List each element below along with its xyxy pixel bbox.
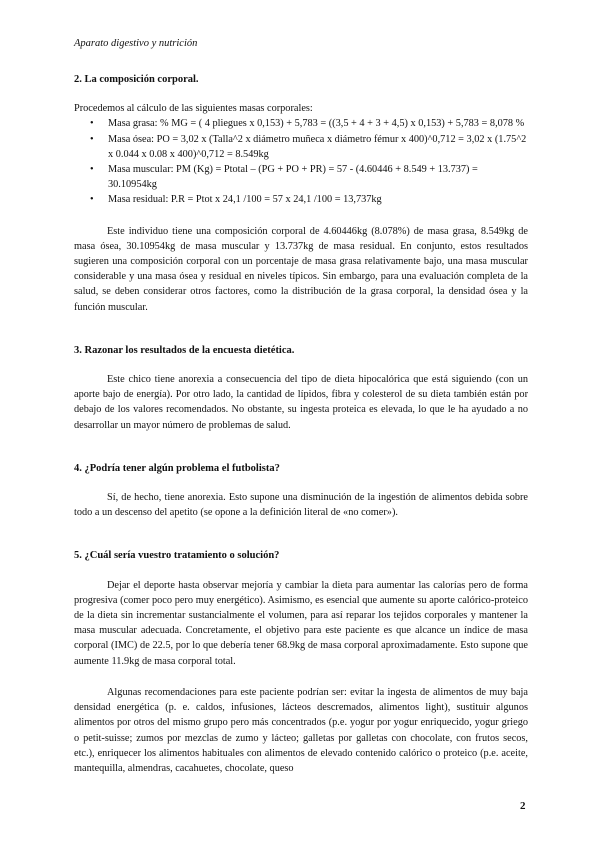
section-4-heading: 4. ¿Podría tener algún problema el futbolista? [74,462,280,474]
section-2-paragraph: Este individuo tiene una composición corporal de 4.60446kg (8.078%) de masa grasa, 8.549kg de masa ósea, 30.10954kg de masa muscular y 13.737kg de masa residual. En conjunto, estos resultados sugieren una composición corporal con un porcentaje de masa grasa relativamente bajo, una masa muscular considerable y una masa ósea y residual en niveles típicos. Sin embargo, para una evaluación completa de la salud, se deben considerar otros factores, como la distribución de la grasa corporal, la densidad ósea y la función muscular. [74,225,528,313]
section-4-paragraph: Sí, de hecho, tiene anorexia. Esto supone una disminución de la ingestión de alimentos debida sobre todo a un descenso del apetito (se opone a la definición literal de «no comer»). [74,492,528,519]
section-2-intro: Procedemos al cálculo de las siguientes masas corporales: [74,103,313,115]
list-item: • Masa ósea: PO = 3,02 x (Talla^2 x diámetro muñeca x diámetro fémur x 400)^0,712 = 3,02 x (1.75^2 x 0.044 x 0.08 x 400)^0,712 = 8.549kg [108,132,528,162]
section-3-paragraph: Este chico tiene anorexia a consecuencia del tipo de dieta hipocalórica que está siguiendo (con un aporte bajo de energía). Por otro lado, la cantidad de lípidos, fibra y colesterol de su dieta también están por debajo de los valores recomendados. No obstante, su ingesta proteica es elevada, lo que le ha ayudado a no desarrollar un mayor número de problemas de salud. [74,374,528,431]
page-content [74,72,528,776]
list-item: • Masa grasa: % MG = ( 4 pliegues x 0,153) + 5,783 = ((3,5 + 4 + 3 + 4,5) x 0,153) + 5,783 = 8,078 % [108,116,528,131]
body-masses-list [74,116,528,207]
section-5-heading: 5. ¿Cuál sería vuestro tratamiento o solución? [74,550,280,562]
list-item: • Masa muscular: PM (Kg) = Ptotal – (PG + PO + PR) = 57 - (4.60446 + 8.549 + 13.737) = 30.10954kg [108,162,528,192]
list-item: • Masa residual: P.R = Ptot x 24,1 /100 = 57 x 24,1 /100 = 13,737kg [108,192,528,207]
running-header: Aparato digestivo y nutrición [74,38,198,49]
section-2-heading: 2. La composición corporal. [74,74,199,85]
page-number: 2 [520,800,526,812]
section-5-paragraph-2: Algunas recomendaciones para este paciente podrían ser: evitar la ingesta de alimentos de muy baja densidad energética (p. e. caldos, infusiones, lácteos descremados, alimentos light), sustituir algunos alimentos por otros del mismo grupo pero más concentrados (p.e. yogur por yogur enriquecido, yogur griego o petit-suisse; zumos por mezclas de zumo y lácteo; galletas por galletas con chocolate, con frutos secos, etc.), enriquecer los alimentos habituales con alimentos de elevado contenido calórico o proteico (p.e. aceite, mantequilla, almendras, cacahuetes, chocolate, queso [74,686,528,774]
section-3-heading: 3. Razonar los resultados de la encuesta dietética. [74,344,295,356]
section-5-paragraph-1: Dejar el deporte hasta observar mejoría y cambiar la dieta para aumentar las calorías pero de forma progresiva (comer poco pero muy energético). Asimismo, es esencial que aumente su aporte calórico-proteico de la dieta sin incrementar sustancialmente el volumen, para así reparar los tejidos corporales y mantener la masa muscular adecuada. Concretamente, el objetivo para este paciente es que alcance un índice de masa corporal (IMC) de 22.5, por lo que debería tener 68.9kg de masa corporal aproximadamente. Esto supone que aumente 11.9kg de masa corporal total. [74,579,528,667]
